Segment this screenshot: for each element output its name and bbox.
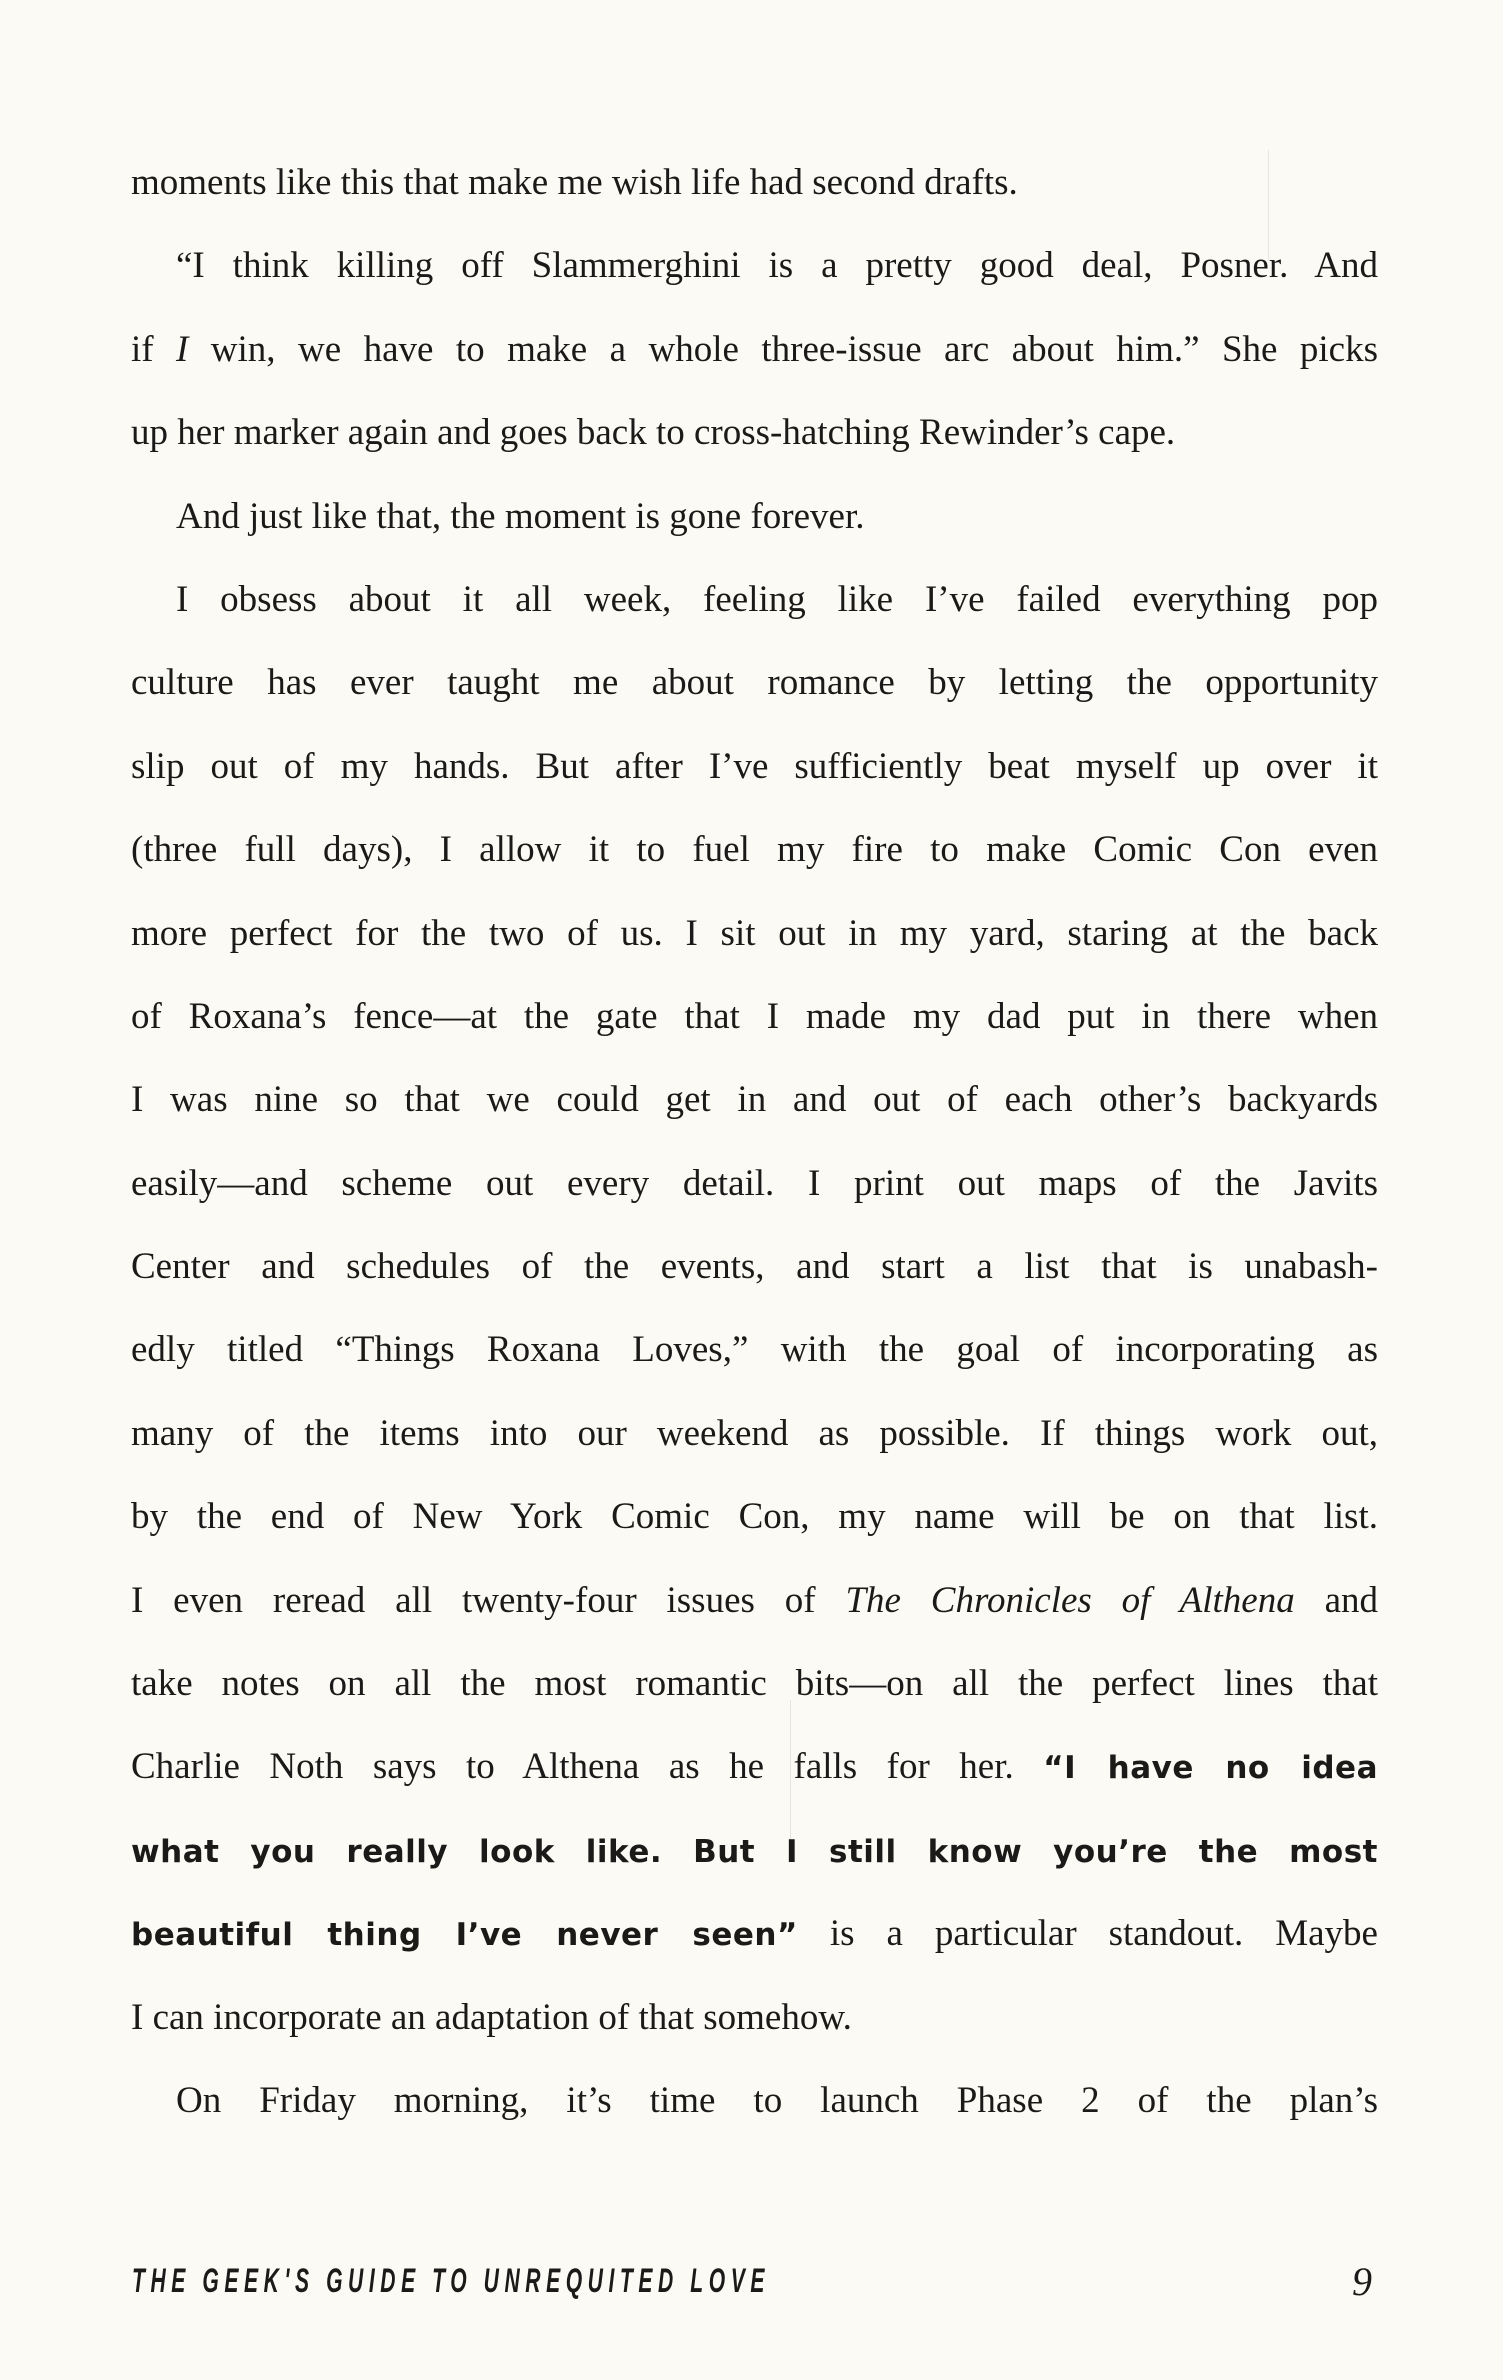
text-segment: “I think killing off Slammerghini is a pretty good deal, Posner. And <box>176 245 1378 287</box>
quote-text: “I have no idea <box>1043 1750 1379 1787</box>
text-segment: if <box>131 328 177 370</box>
text-line <box>131 308 1378 391</box>
text-line <box>131 224 1378 307</box>
text-line <box>131 1559 1378 1642</box>
text-segment: win, we have to make a whole three-issue arc about him.” She picks <box>188 328 1378 370</box>
running-footer-title: THE GEEK'S GUIDE TO UNREQUITED LOVE <box>132 2262 770 2300</box>
text-line <box>131 475 1378 558</box>
text-line <box>131 725 1378 808</box>
text-line <box>131 141 1378 224</box>
text-line <box>131 1225 1378 1308</box>
text-line <box>131 1809 1378 1892</box>
text-segment: Center and schedules of the events, and start a list that is unabash- <box>131 1246 1378 1288</box>
text-line <box>131 1308 1378 1391</box>
text-segment: slip out of my hands. But after I’ve sufficiently beat myself up over it <box>131 745 1378 787</box>
text-line <box>131 1725 1378 1808</box>
body-text <box>131 141 1378 2142</box>
text-segment: Charlie Noth says to Althena as he falls for her. <box>131 1746 1044 1788</box>
text-segment: I obsess about it all week, feeling like I’ve failed everything pop <box>176 578 1378 620</box>
quote-text: beautiful thing I’ve never seen” <box>131 1917 798 1954</box>
text-line <box>131 975 1378 1058</box>
text-line <box>131 1892 1378 1975</box>
italic-text: I <box>176 328 189 370</box>
text-segment: is a particular standout. Maybe <box>797 1913 1378 1955</box>
italic-text: The Chronicles of Althena <box>845 1579 1295 1621</box>
text-segment: On Friday morning, it’s time to launch Phase 2 of the plan’s <box>176 2079 1378 2121</box>
text-line <box>131 641 1378 724</box>
text-segment: I was nine so that we could get in and out of each other’s backyards <box>131 1079 1378 1121</box>
text-segment: by the end of New York Comic Con, my name will be on that list. <box>131 1496 1378 1538</box>
page-number: 9 <box>1352 2259 1372 2304</box>
text-segment: more perfect for the two of us. I sit out in my yard, staring at the back <box>131 912 1378 954</box>
text-segment: edly titled “Things Roxana Loves,” with the goal of incorporating as <box>131 1329 1378 1371</box>
text-line <box>131 2059 1378 2142</box>
text-segment: many of the items into our weekend as possible. If things work out, <box>131 1412 1378 1454</box>
text-segment: And just like that, the moment is gone forever. <box>176 495 865 537</box>
text-segment: moments like this that make me wish life had second drafts. <box>131 162 1018 203</box>
text-segment: take notes on all the most romantic bits—on all the perfect lines that <box>131 1663 1378 1705</box>
text-line <box>131 1642 1378 1725</box>
text-line <box>131 808 1378 891</box>
text-segment: easily—and scheme out every detail. I print out maps of the Javits <box>131 1162 1378 1204</box>
text-line <box>131 1142 1378 1225</box>
text-segment: and <box>1294 1579 1378 1621</box>
text-line <box>131 1392 1378 1475</box>
text-segment: culture has ever taught me about romance by letting the opportunity <box>131 662 1378 704</box>
quote-text: what you really look like. But I still know you’re the most <box>131 1833 1378 1870</box>
text-line <box>131 391 1378 474</box>
text-line <box>131 1058 1378 1141</box>
text-segment: I can incorporate an adaptation of that somehow. <box>131 1996 852 2038</box>
text-line <box>131 1475 1378 1558</box>
text-segment: of Roxana’s fence—at the gate that I made my dad put in there when <box>131 995 1378 1037</box>
text-line <box>131 558 1378 641</box>
text-segment: I even reread all twenty-four issues of <box>131 1579 846 1621</box>
text-line <box>131 892 1378 975</box>
text-segment: up her marker again and goes back to cross-hatching Rewinder’s cape. <box>131 412 1176 454</box>
text-segment: (three full days), I allow it to fuel my fire to make Comic Con even <box>131 829 1378 871</box>
text-line <box>131 1976 1378 2059</box>
